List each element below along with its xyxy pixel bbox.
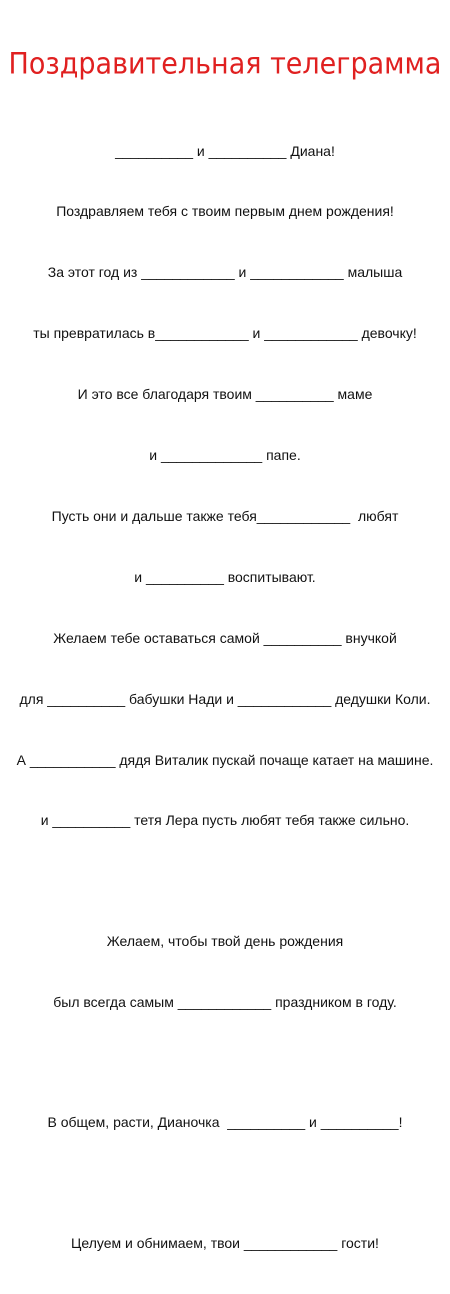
text-line: и __________ тетя Лера пусть любят тебя также сильно. bbox=[40, 812, 410, 829]
text-line: Желаем, чтобы твой день рождения bbox=[106, 932, 344, 949]
text-line: ты превратилась в____________ и ____________ девочку! bbox=[33, 325, 417, 342]
text-line: Поздравляем тебя с твоим первым днем рождения! bbox=[56, 203, 394, 220]
page-title: Поздравительная телеграмма bbox=[8, 47, 442, 82]
text-line: А ___________ дядя Виталик пускай почаще катает на машине. bbox=[16, 751, 434, 768]
text-line: И это все благодаря твоим __________ маме bbox=[77, 386, 373, 403]
telegram-body bbox=[0, 100, 450, 1294]
paragraph-gap bbox=[0, 871, 450, 890]
paragraph-gap bbox=[0, 1053, 450, 1072]
text-line: За этот год из ____________ и ____________ малыша bbox=[47, 264, 403, 281]
text-line: Желаем тебе оставаться самой __________ внучкой bbox=[53, 629, 397, 646]
text-line: Пусть они и дальше также тебя____________ любят bbox=[51, 507, 399, 524]
text-line: и __________ воспитывают. bbox=[134, 568, 316, 585]
text-line: был всегда самым ____________ праздником в году. bbox=[53, 993, 397, 1010]
text-line: В общем, расти, Дианочка __________ и __________! bbox=[47, 1114, 403, 1131]
text-line: и _____________ папе. bbox=[149, 447, 301, 464]
text-line: для __________ бабушки Нади и ____________ дедушки Коли. bbox=[19, 690, 431, 707]
text-line: __________ и __________ Диана! bbox=[115, 142, 335, 159]
paragraph-gap bbox=[0, 1173, 450, 1192]
text-line: Целуем и обнимаем, твои ____________ гости! bbox=[71, 1234, 379, 1251]
